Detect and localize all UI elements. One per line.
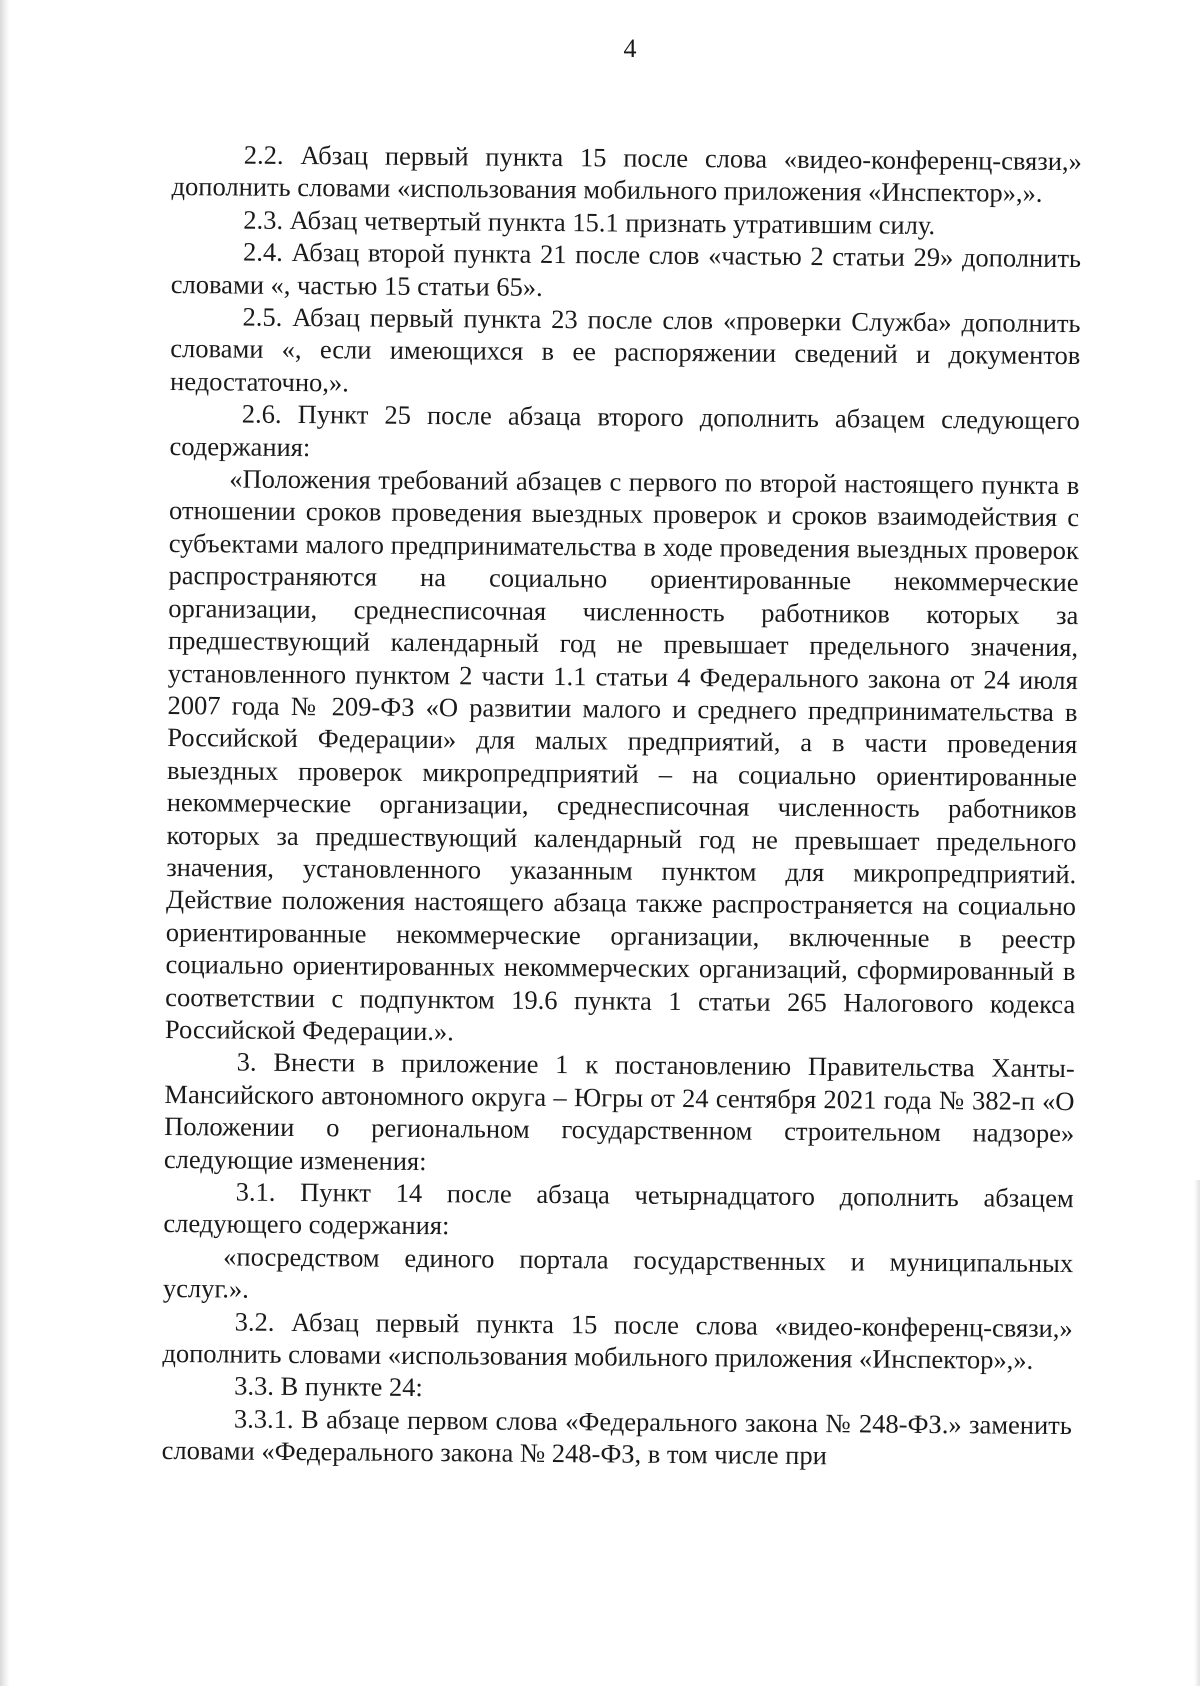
paragraph-3-3: 3.3. В пункте 24: xyxy=(234,1370,423,1403)
paragraph-3-3-1: 3.3.1. В абзаце первом слова «Федерального закона № 248-ФЗ.» заменить словами «Федерального закона № 248-ФЗ, в том числе при xyxy=(161,1403,1073,1471)
paragraph-2-4: 2.4. Абзац второй пункта 21 после слов «частью 2 статьи 29» дополнить словами «, частью 15 статьи 65». xyxy=(170,236,1082,302)
paragraph-quoted-provision: «Положения требований абзацев с первого по второй настоящего пункта в отношении сроков проведения выездных проверок и сроков взаимодействия с субъектами малого предпринимательства в ходе проведения выездных проверок распространяются на социально ориентированные некоммерческие организации, среднесписочная численность работников которых за предшествующий календарный год не превышает предельного значения, установленного пунктом 2 части 1.1 статьи 4 Федерального закона от 24 июля 2007 года № 209-ФЗ «О развитии малого и среднего предпринимательства в Российской Федерации» для малых предприятий, а в части проведения выездных проверок микропредприятий – на социально ориентированные некоммерческие организации, среднесписочная численность работников которых за предшествующий календарный год не превышает предельного значения, установленного указанным пунктом для микропредприятий. Действие положения настоящего абзаца также распространяется на социально ориентированные некоммерческие организации, включенные в реестр социально ориентированных некоммерческих организаций, сформированный в соответствии с подпунктом 19.6 пункта 1 статьи 265 Налогового кодекса Российской Федерации.». xyxy=(164,463,1080,1047)
paragraph-2-6: 2.6. Пункт 25 после абзаца второго дополнить абзацем следующего содержания: xyxy=(169,398,1080,462)
page-number: 4 xyxy=(623,34,637,63)
paragraph-quoted-portal: «посредством единого портала государственных и муниципальных услуг.». xyxy=(162,1241,1074,1304)
paragraph-3-2: 3.2. Абзац первый пункта 15 после слова «видео-конференц-связи,» дополнить словами «использования мобильного приложения «Инспектор»,». xyxy=(162,1306,1073,1375)
document-body xyxy=(162,138,1082,1474)
scan-edge-right xyxy=(1194,1180,1200,1686)
paragraph-2-5: 2.5. Абзац первый пункта 23 после слов «проверки Служба» дополнить словами «, если имеющихся в ее распоряжении сведений и документов недостаточно,». xyxy=(169,301,1081,398)
paragraph-3: 3. Внести в приложение 1 к постановлению Правительства Ханты-Мансийского автономного округа – Югры от 24 сентября 2021 года № 382-п «О Положении о региональном государственном строительном надзоре» следующие изменения: xyxy=(163,1046,1075,1176)
scan-edge-left xyxy=(0,0,10,1686)
paragraph-2-2: 2.2. Абзац первый пункта 15 после слова «видео-конференц-связи,» дополнить словами «использования мобильного приложения «Инспектор»,». xyxy=(171,139,1082,209)
paragraph-2-3: 2.3. Абзац четвертый пункта 15.1 признать утратившим силу. xyxy=(243,204,936,240)
paragraph-3-1: 3.1. Пункт 14 после абзаца четырнадцатого дополнить абзацем следующего содержания: xyxy=(163,1176,1074,1241)
